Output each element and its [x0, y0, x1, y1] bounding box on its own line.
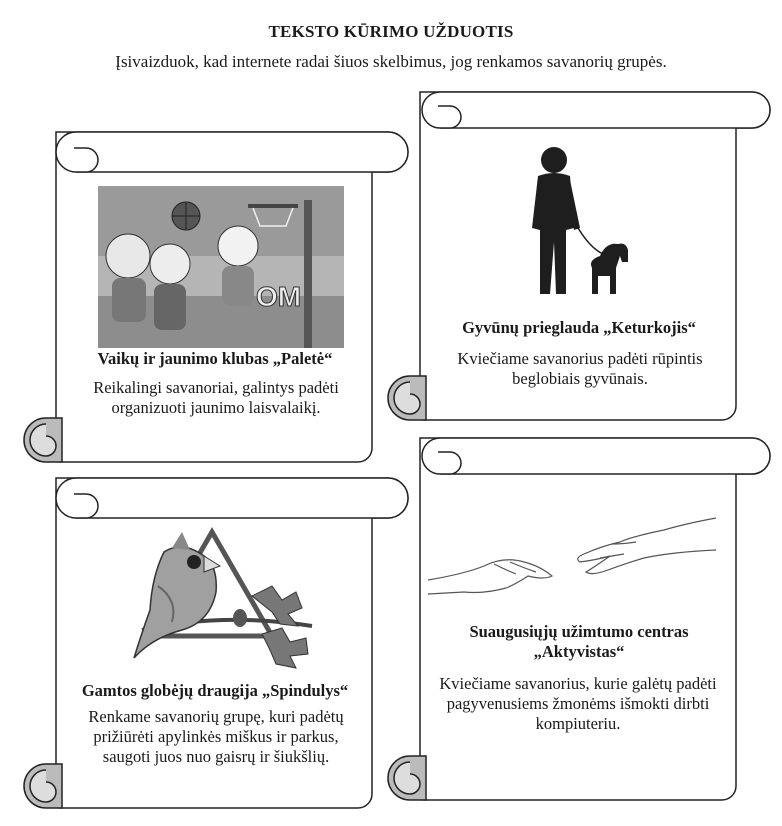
scroll-card-adult-centre: [380, 434, 772, 806]
scroll-card-youth-club: [16, 128, 412, 468]
intro-text: Įsivaizduok, kad internete radai šiuos skelbimus, jog renkamos savanorių grupės.: [115, 52, 667, 71]
card-title: Gyvūnų prieglauda „Keturkojis“: [462, 318, 696, 337]
page-title: TEKSTO KŪRIMO UŽDUOTIS: [268, 22, 514, 41]
svg-text:OM: OM: [256, 281, 302, 312]
person-with-dog-silhouette: [524, 144, 644, 300]
card-title: Vaikų ir jaunimo klubas „Paletė“: [97, 349, 333, 368]
card-text: Reikalingi savanoriai, galintys padėti organizuoti jaunimo laisvalaikį.: [93, 378, 339, 417]
scroll-frame-icon: [380, 434, 772, 806]
bird-on-branch-illustration: [112, 526, 332, 670]
children-basketball-illustration: [98, 186, 344, 348]
scroll-card-animal-shelter: [380, 88, 772, 428]
card-text: Kviečiame savanorius padėti rūpintis beglobiais gyvūnais.: [457, 349, 703, 388]
reaching-hands-illustration: [424, 514, 720, 596]
card-text: Kviečiame savanorius, kurie galėtų padėti pagyvenusiems žmonėms išmokti dirbti kompiuteriu.: [439, 674, 717, 733]
card-title: Gamtos globėjų draugija „Spindulys“: [81, 681, 349, 700]
card-text: Renkame savanorių grupę, kuri padėtų prižiūrėti apylinkės miškus ir parkus, saugoti juos nuo gaisrų ir šiukšlių.: [88, 707, 344, 766]
card-title: Suaugusiųjų užimtumo centras „Aktyvistas“: [469, 622, 689, 661]
scroll-card-nature-society: [16, 474, 412, 814]
